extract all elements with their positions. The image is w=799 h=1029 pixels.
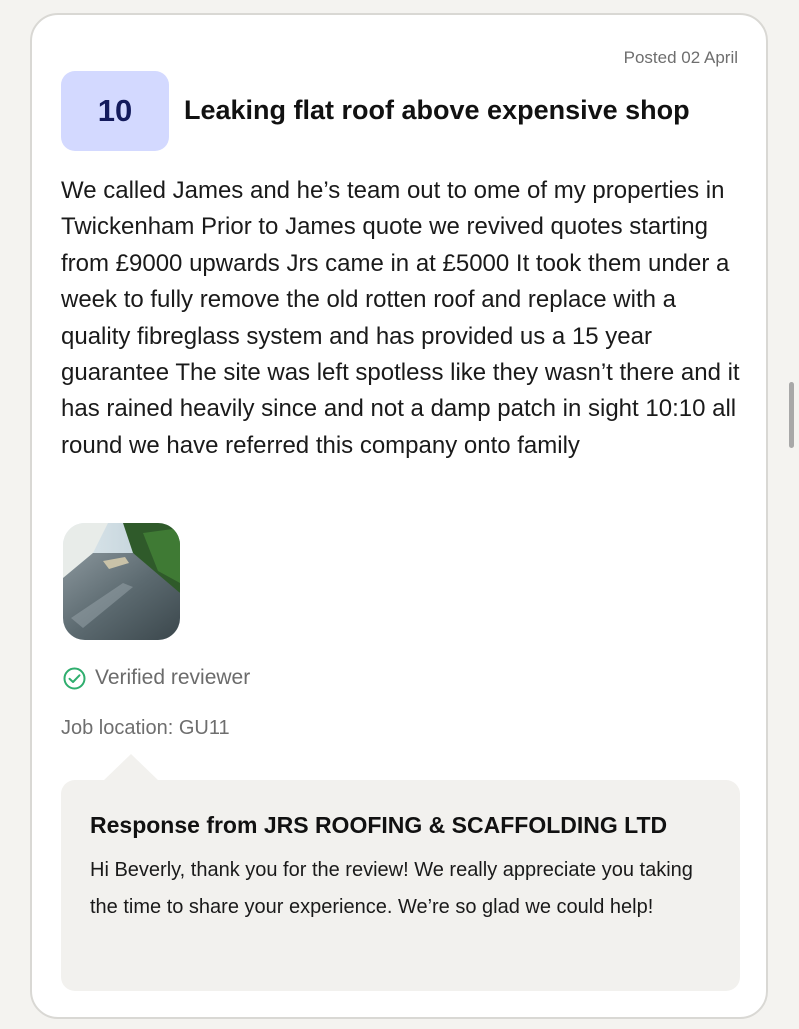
response-body: Hi Beverly, thank you for the review! We really appreciate you taking the time to share your experience. We’re so glad we could help! [90,859,693,918]
review-title: Leaking flat roof above expensive shop [184,95,690,125]
response-heading: Response from JRS ROOFING & SCAFFOLDING LTD [90,812,668,838]
verified-label: Verified reviewer [95,666,251,689]
score-badge: 10 [61,71,169,151]
check-circle-icon [63,667,86,690]
review-photo-thumbnail[interactable] [63,523,180,640]
scrollbar[interactable] [789,382,794,448]
roof-photo-image [63,523,180,640]
business-response [61,780,740,991]
review-card [30,13,768,1019]
verified-reviewer [63,666,250,690]
job-location: Job location: GU11 [61,717,230,739]
review-body: We called James and he’s team out to ome of my properties in Twickenham Prior to James quote we revived quotes starting from £9000 upwards Jrs came in at £5000 It took them under a week to fully remove the old rotten roof and replace with a quality fibreglass system and has provided us a 15 year guarantee The site was left spotless like they wasn’t there and it has rained heavily since and not a damp patch in sight 10:10 all round we have referred this company onto family [61,177,740,459]
response-pointer [103,754,159,781]
posted-date: Posted 02 April [623,48,738,67]
